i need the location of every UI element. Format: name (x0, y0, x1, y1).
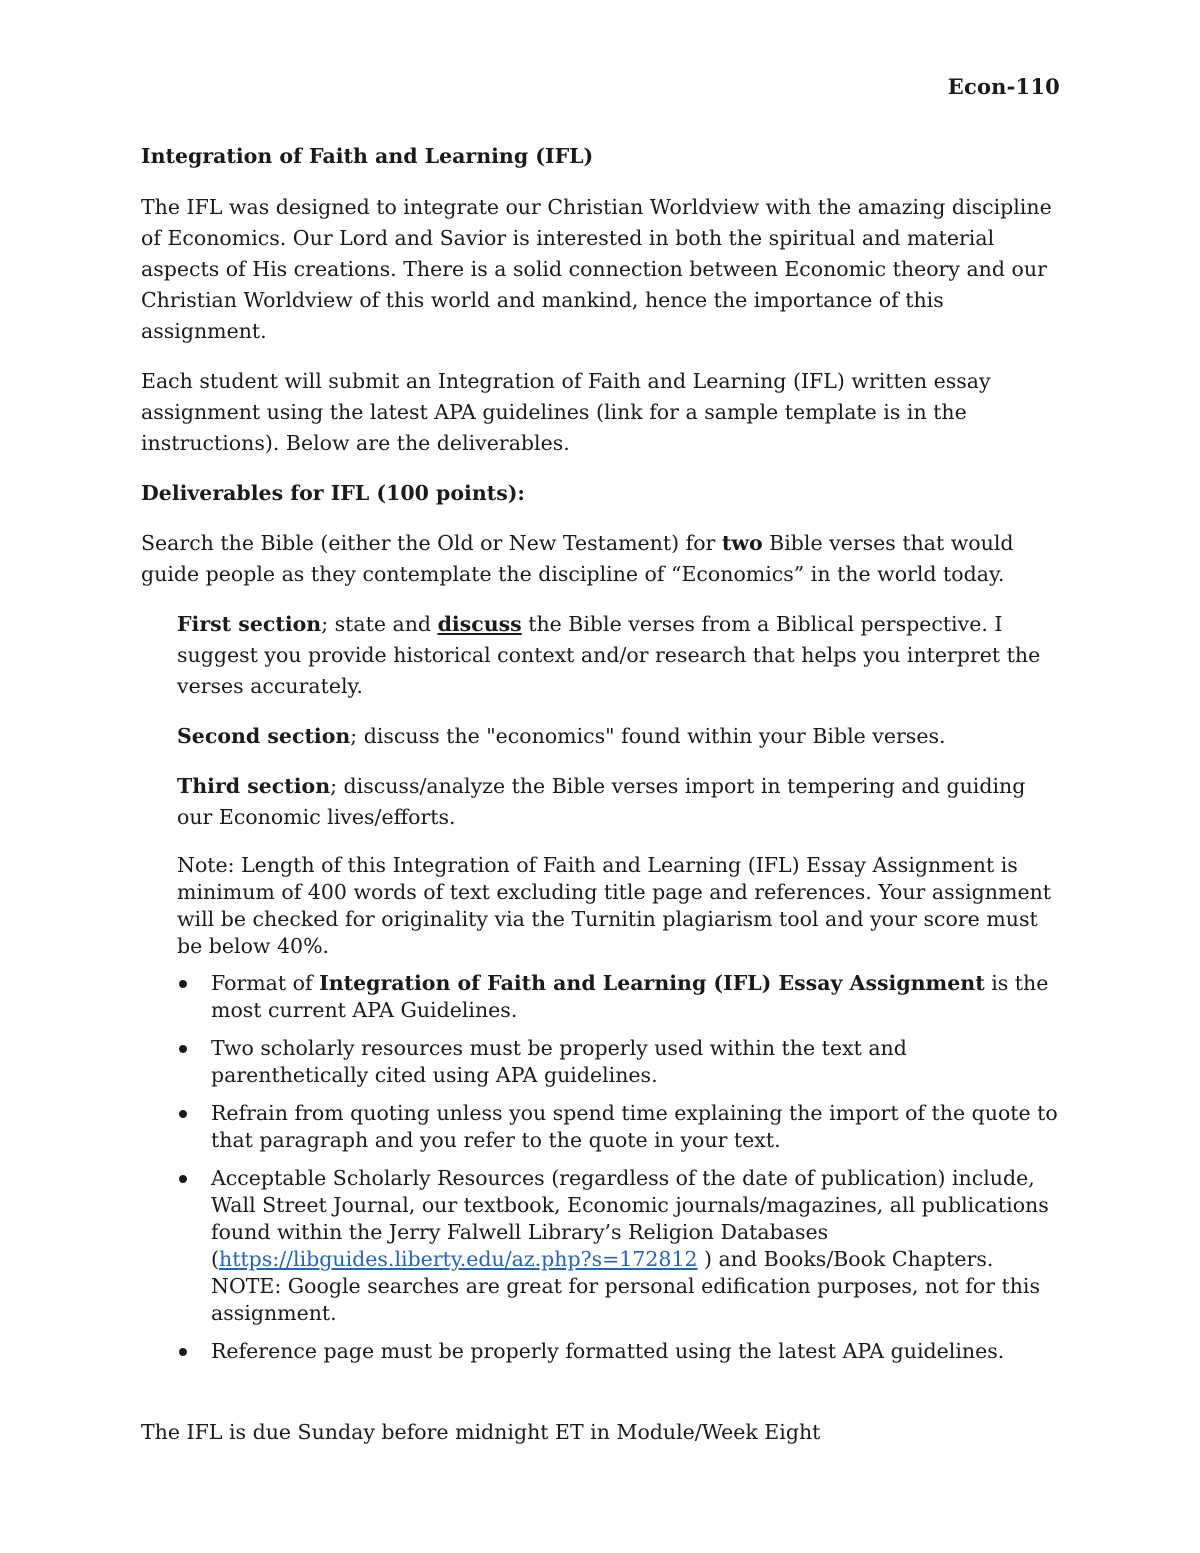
search-instruction-before: Search the Bible (either the Old or New Testament) for (141, 531, 722, 555)
sections-block (177, 609, 1066, 960)
libguides-link[interactable]: https://libguides.liberty.edu/az.php?s=172812 (219, 1247, 698, 1271)
bullet-icon (179, 1175, 187, 1183)
first-section-text-after: the Bible verses from a Biblical perspective. I suggest you provide historical context and/or research that helps you interpret the verses accurately. (177, 612, 1041, 698)
second-section-text: ; discuss the "economics" found within your Bible verses. (350, 724, 946, 748)
format-bold: Integration of Faith and Learning (IFL) Essay Assignment (319, 971, 985, 995)
first-section-emphasis: discuss (437, 612, 522, 636)
first-section-label: First section (177, 612, 322, 636)
format-before: Format of (211, 971, 320, 995)
list-item-quoting (177, 1100, 1066, 1154)
deliverables-heading: Deliverables for IFL (100 points): (141, 481, 526, 505)
bullet-icon (179, 980, 187, 988)
acceptable-before: Acceptable Scholarly Resources (regardless of the date of publication) include, Wall Street Journal, our textbook, Economic journals/magazines, all publications found within the Jerry Falwell Library’s Religion Databases ( (211, 1166, 1049, 1271)
document-title: Integration of Faith and Learning (IFL) (141, 144, 594, 168)
search-instruction-after: Bible verses that would guide people as they contemplate the discipline of “Economics” in the world today. (141, 531, 1014, 586)
list-item-format (177, 970, 1066, 1024)
third-section-label: Third section (177, 774, 331, 798)
third-section-text: ; discuss/analyze the Bible verses import in tempering and guiding our Economic lives/efforts. (177, 774, 1026, 829)
submission-paragraph: Each student will submit an Integration of Faith and Learning (IFL) written essay assignment using the latest APA guidelines (link for a sample template is in the instructions). Below are the deliverables. (141, 369, 991, 455)
quoting-text: Refrain from quoting unless you spend time explaining the import of the quote to that paragraph and you refer to the quote in your text. (211, 1101, 1058, 1152)
bullet-icon (179, 1110, 187, 1118)
format-after: is the most current APA Guidelines. (211, 971, 1049, 1022)
reference-text: Reference page must be properly formatted using the latest APA guidelines. (211, 1339, 1005, 1363)
bullet-icon (179, 1348, 187, 1356)
list-item-reference (177, 1338, 1066, 1365)
first-section-text-before: ; state and (321, 612, 438, 636)
bullet-icon (179, 1045, 187, 1053)
second-section (177, 721, 1066, 752)
third-section (177, 771, 1066, 833)
list-item-acceptable (177, 1165, 1066, 1327)
second-section-label: Second section (177, 724, 351, 748)
first-section (177, 609, 1066, 702)
length-note: Note: Length of this Integration of Faith and Learning (IFL) Essay Assignment is minimum of 400 words of text excluding title page and references. Your assignment will be checked for originality via the Turnitin plagiarism tool and your score must be below 40%. (177, 853, 1052, 958)
due-date: The IFL is due Sunday before midnight ET in Module/Week Eight (141, 1420, 821, 1444)
search-instruction-bold: two (721, 531, 763, 555)
acceptable-after: ) and Books/Book Chapters. NOTE: Google searches are great for personal edification purposes, not for this assignment. (211, 1247, 1040, 1325)
document-body (141, 141, 1066, 1448)
resources-text: Two scholarly resources must be properly used within the text and parenthetically cited using APA guidelines. (211, 1036, 907, 1087)
course-code: Econ-110 (947, 74, 1060, 99)
intro-paragraph: The IFL was designed to integrate our Christian Worldview with the amazing discipline of Economics. Our Lord and Savior is interested in both the spiritual and material aspects of His creations. There is a solid connection between Economic theory and our Christian Worldview of this world and mankind, hence the importance of this assignment. (141, 195, 1052, 343)
search-instruction (141, 528, 1066, 590)
requirements-list (177, 970, 1066, 1365)
list-item-resources (177, 1035, 1066, 1089)
